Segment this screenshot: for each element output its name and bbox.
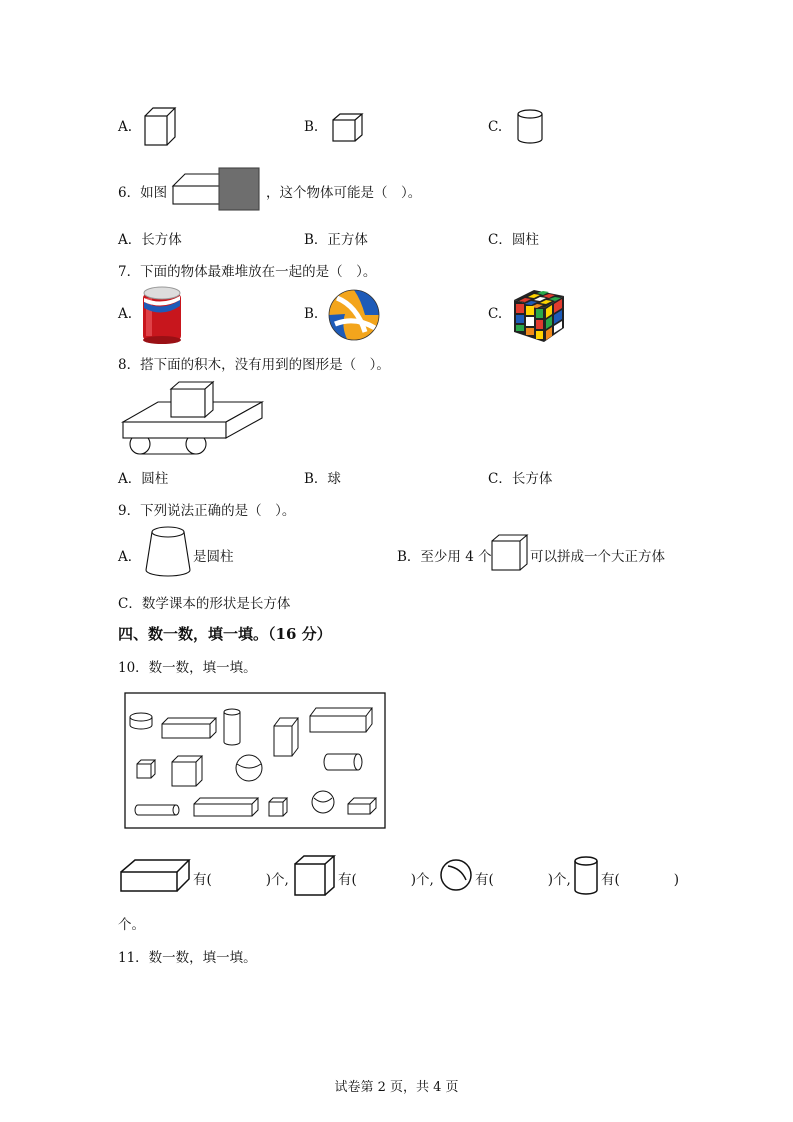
soda-can-icon	[140, 284, 184, 344]
q9-option-b-suffix: 可以拼成一个大正方体	[530, 549, 665, 565]
q10-blank-cylinder[interactable]: 有( )	[601, 872, 680, 888]
q9-option-a-text: 是圆柱	[193, 549, 234, 565]
rubiks-cube-icon	[510, 286, 568, 344]
q5-option-a-label: A.	[118, 119, 133, 135]
cube-icon	[293, 854, 337, 898]
q8-text: 8．搭下面的积木，没有用到的图形是（ ）。	[118, 357, 390, 373]
q5-option-c-label: C.	[488, 119, 503, 135]
q11-text: 11．数一数，填一填。	[118, 950, 257, 966]
q6-option-a: A．长方体	[118, 232, 182, 248]
cuboid-icon	[144, 107, 178, 147]
page-footer: 试卷第 2 页，共 4 页	[334, 1080, 459, 1095]
q9-option-a-label: A．	[118, 549, 142, 565]
q8-option-b: B．球	[304, 471, 341, 487]
gray-block-icon	[171, 168, 263, 212]
q10-blank-sphere[interactable]: 有( )个,	[475, 872, 571, 888]
q7-text: 7．下面的物体最难堆放在一起的是（ ）。	[118, 264, 377, 280]
q10-blank-cuboid[interactable]: 有( )个,	[193, 872, 289, 888]
block-building-figure	[120, 380, 266, 458]
q10-blank-cube[interactable]: 有( )个,	[338, 872, 434, 888]
q9-option-c: C．数学课本的形状是长方体	[118, 596, 291, 612]
cylinder-icon	[573, 855, 601, 897]
shapes-counting-figure	[124, 692, 386, 830]
q8-option-c: C．长方体	[488, 471, 553, 487]
volleyball-icon	[327, 288, 381, 342]
cube-icon	[491, 534, 529, 572]
frustum-icon	[143, 526, 193, 580]
q7-option-c-label: C.	[488, 306, 503, 322]
q7-option-a-label: A.	[118, 306, 133, 322]
q10-text: 10．数一数，填一填。	[118, 660, 257, 676]
q9-option-b-prefix: B．至少用 4 个	[397, 549, 492, 565]
q7-option-b-label: B.	[304, 306, 319, 322]
q8-option-a: A．圆柱	[118, 471, 169, 487]
cuboid-icon	[119, 858, 193, 894]
q6-suffix: ，这个物体可能是（ ）。	[266, 185, 422, 201]
q10-tail: 个。	[118, 917, 145, 933]
q9-text: 9．下列说法正确的是（ ）。	[118, 503, 296, 519]
cube-icon	[332, 113, 366, 143]
q6-option-b: B．正方体	[304, 232, 368, 248]
q6-option-c: C．圆柱	[488, 232, 539, 248]
q5-option-b-label: B.	[304, 119, 319, 135]
section-title: 四、数一数，填一填。（16 分）	[118, 625, 332, 643]
q6-prefix: 6．如图	[118, 185, 168, 201]
cylinder-icon	[517, 109, 545, 145]
sphere-icon	[439, 858, 473, 892]
